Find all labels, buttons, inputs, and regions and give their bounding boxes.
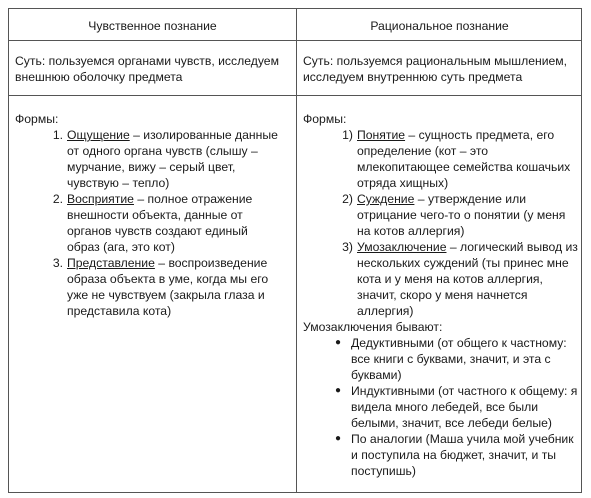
list-item <box>334 383 581 431</box>
item-number: 2. <box>52 192 63 206</box>
term-judgment: Суждение <box>357 192 415 206</box>
term-description: – изолированные данные от одного органа чувств (слышу – мурчание, вижу – серый цвет, чувствую – тепло) <box>67 128 278 190</box>
right-forms-title: Формы: <box>303 112 347 126</box>
left-essence: Суть: пользуемся органами чувств, исследуем внешнюю оболочку предмета <box>15 54 279 84</box>
term-description: – утверждение или отрицание чего-то о понятии (у меня на котов аллергия) <box>357 192 566 238</box>
right-forms-block <box>297 111 582 479</box>
bullet-icon: ● <box>334 385 342 396</box>
term-concept: Понятие <box>357 128 406 142</box>
item-number: 1. <box>52 128 63 142</box>
conclusion-deductive: Дедуктивными (от общего к частному: все книги с буквами, значит, и эта с буквами) <box>351 336 567 382</box>
left-forms-block <box>9 111 296 319</box>
conclusion-analogy: По аналогии (Маша учила мой учебник и поступила на бюджет, значит, и ты поступишь) <box>351 432 574 478</box>
item-number: 1) <box>342 128 353 142</box>
left-forms-title: Формы: <box>15 112 59 126</box>
term-description: – полное отражение внешности объекта, данные от органов чувств создают единый образ (ага, это кот) <box>67 192 253 254</box>
conclusions-title: Умозаключения бывают: <box>303 320 443 334</box>
term-description: – воспроизведение образа объекта в уме, когда мы его уже не чувствуем (закрыла глаза и представила кота) <box>67 256 269 318</box>
item-number: 2) <box>342 192 353 206</box>
list-item <box>342 127 579 191</box>
row-divider-essence <box>9 95 581 96</box>
item-number: 3) <box>342 240 353 254</box>
term-sensation: Ощущение <box>67 128 130 142</box>
right-column-header: Рациональное познание <box>370 19 509 33</box>
list-item <box>52 255 282 319</box>
right-essence: Суть: пользуемся рациональным мышлением, исследуем внутреннюю суть предмета <box>303 54 568 84</box>
conclusion-inductive: Индуктивными (от частного к общему: я видела много лебедей, все были белыми, значит, все лебеди белые) <box>351 384 578 430</box>
list-item <box>342 239 579 319</box>
list-item <box>342 191 579 239</box>
list-item <box>334 431 581 479</box>
row-divider-header <box>9 40 581 41</box>
term-description: – сущность предмета, его определение (кот – это млекопитающее семейства кошачьих отряда хищных) <box>357 128 571 190</box>
conclusions-list <box>334 335 581 479</box>
item-number: 3. <box>52 256 63 270</box>
list-item <box>334 335 581 383</box>
left-column-header: Чувственное познание <box>88 19 217 33</box>
list-item <box>52 127 282 191</box>
term-perception: Восприятие <box>67 192 134 206</box>
bullet-icon: ● <box>334 337 342 348</box>
list-item <box>52 191 282 255</box>
term-inference: Умозаключение <box>357 240 447 254</box>
term-representation: Представление <box>67 256 155 270</box>
term-description: – логический вывод из нескольких суждений (ты принес мне кота и у меня на котов аллергия, значит, скоро у меня начнется аллергия) <box>357 240 578 318</box>
bullet-icon: ● <box>334 433 342 444</box>
right-forms-list <box>342 127 579 319</box>
comparison-table <box>8 8 582 493</box>
left-forms-list <box>52 127 282 319</box>
